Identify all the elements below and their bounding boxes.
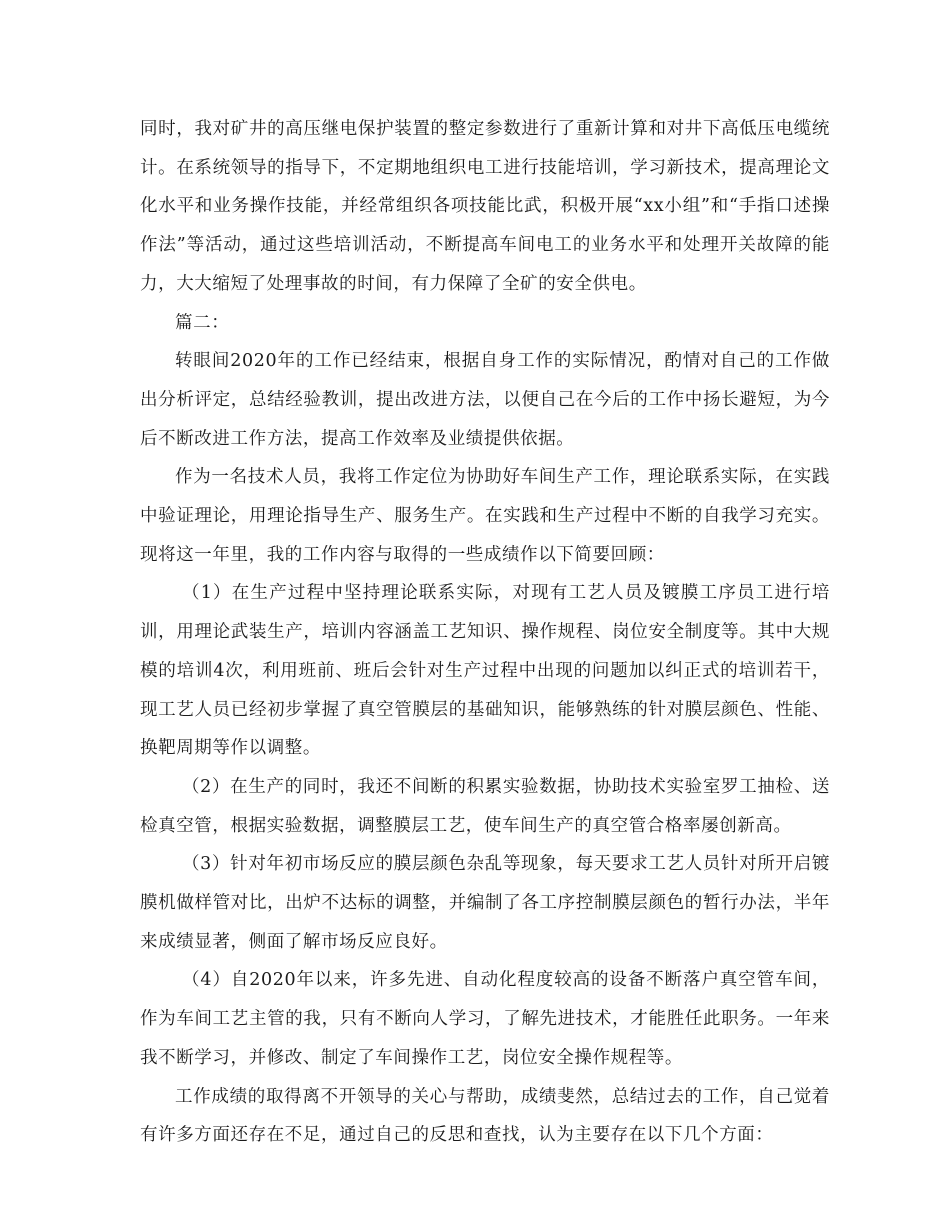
paragraph-continuation: 同时，我对矿井的高压继电保护装置的整定参数进行了重新计算和对井下高低压电缆统计。在系统领导的指导下，不定期地组织电工进行技能培训，学习新技术，提高理论文化水平和业务操作技能，并经常组织各项技能比武，积极开展“xx小组”和“手指口述操作法”等活动，通过这些培训活动，不断提高车间电工的业务水平和处理开关故障的能力，大大缩短了处理事故的时间，有力保障了全矿的安全供电。 bbox=[140, 119, 830, 294]
list-item-4: （4）自2020年以来，许多先进、自动化程度较高的设备不断落户真空管车间，作为车间工艺主管的我，只有不断向人学习，了解先进技术，才能胜任此职务。一年来我不断学习，并修改、制定了车间操作工艺，岗位安全操作规程等。 bbox=[140, 970, 830, 1068]
list-item-1: （1）在生产过程中坚持理论联系实际，对现有工艺人员及镀膜工序员工进行培训，用理论武装生产，培训内容涵盖工艺知识、操作规程、岗位安全制度等。其中大规模的培训4次，利用班前、班后会针对生产过程中出现的问题加以纠正式的培训若干，现工艺人员已经初步掌握了真空管膜层的基础知识，能够熟练的针对膜层颜色、性能、换靶周期等作以调整。 bbox=[140, 583, 830, 759]
paragraph-intro: 转眼间2020年的工作已经结束，根据自身工作的实际情况，酌情对自己的工作做出分析评定，总结经验教训，提出改进方法，以便自己在今后的工作中扬长避短，为今后不断改进工作方法，提高工作效率及业绩提供依据。 bbox=[140, 351, 830, 449]
section-heading: 篇二： bbox=[175, 312, 230, 333]
document-body bbox=[140, 110, 830, 1155]
list-item-2: （2）在生产的同时，我还不间断的积累实验数据，协助技术实验室罗工抽检、送检真空管，根据实验数据，调整膜层工艺，使车间生产的真空管合格率屡创新高。 bbox=[140, 776, 830, 836]
paragraph-conclusion: 工作成绩的取得离不开领导的关心与帮助，成绩斐然，总结过去的工作，自己觉着有许多方面还存在不足，通过自己的反思和查找，认为主要存在以下几个方面： bbox=[140, 1086, 830, 1146]
paragraph-role: 作为一名技术人员，我将工作定位为协助好车间生产工作，理论联系实际，在实践中验证理论，用理论指导生产、服务生产。在实践和生产过程中不断的自我学习充实。现将这一年里，我的工作内容与取得的一些成绩作以下简要回顾： bbox=[140, 467, 830, 565]
list-item-3: （3）针对年初市场反应的膜层颜色杂乱等现象，每天要求工艺人员针对所开启镀膜机做样管对比，出炉不达标的调整，并编制了各工序控制膜层颜色的暂行办法，半年来成绩显著，侧面了解市场反应良好。 bbox=[140, 854, 830, 952]
